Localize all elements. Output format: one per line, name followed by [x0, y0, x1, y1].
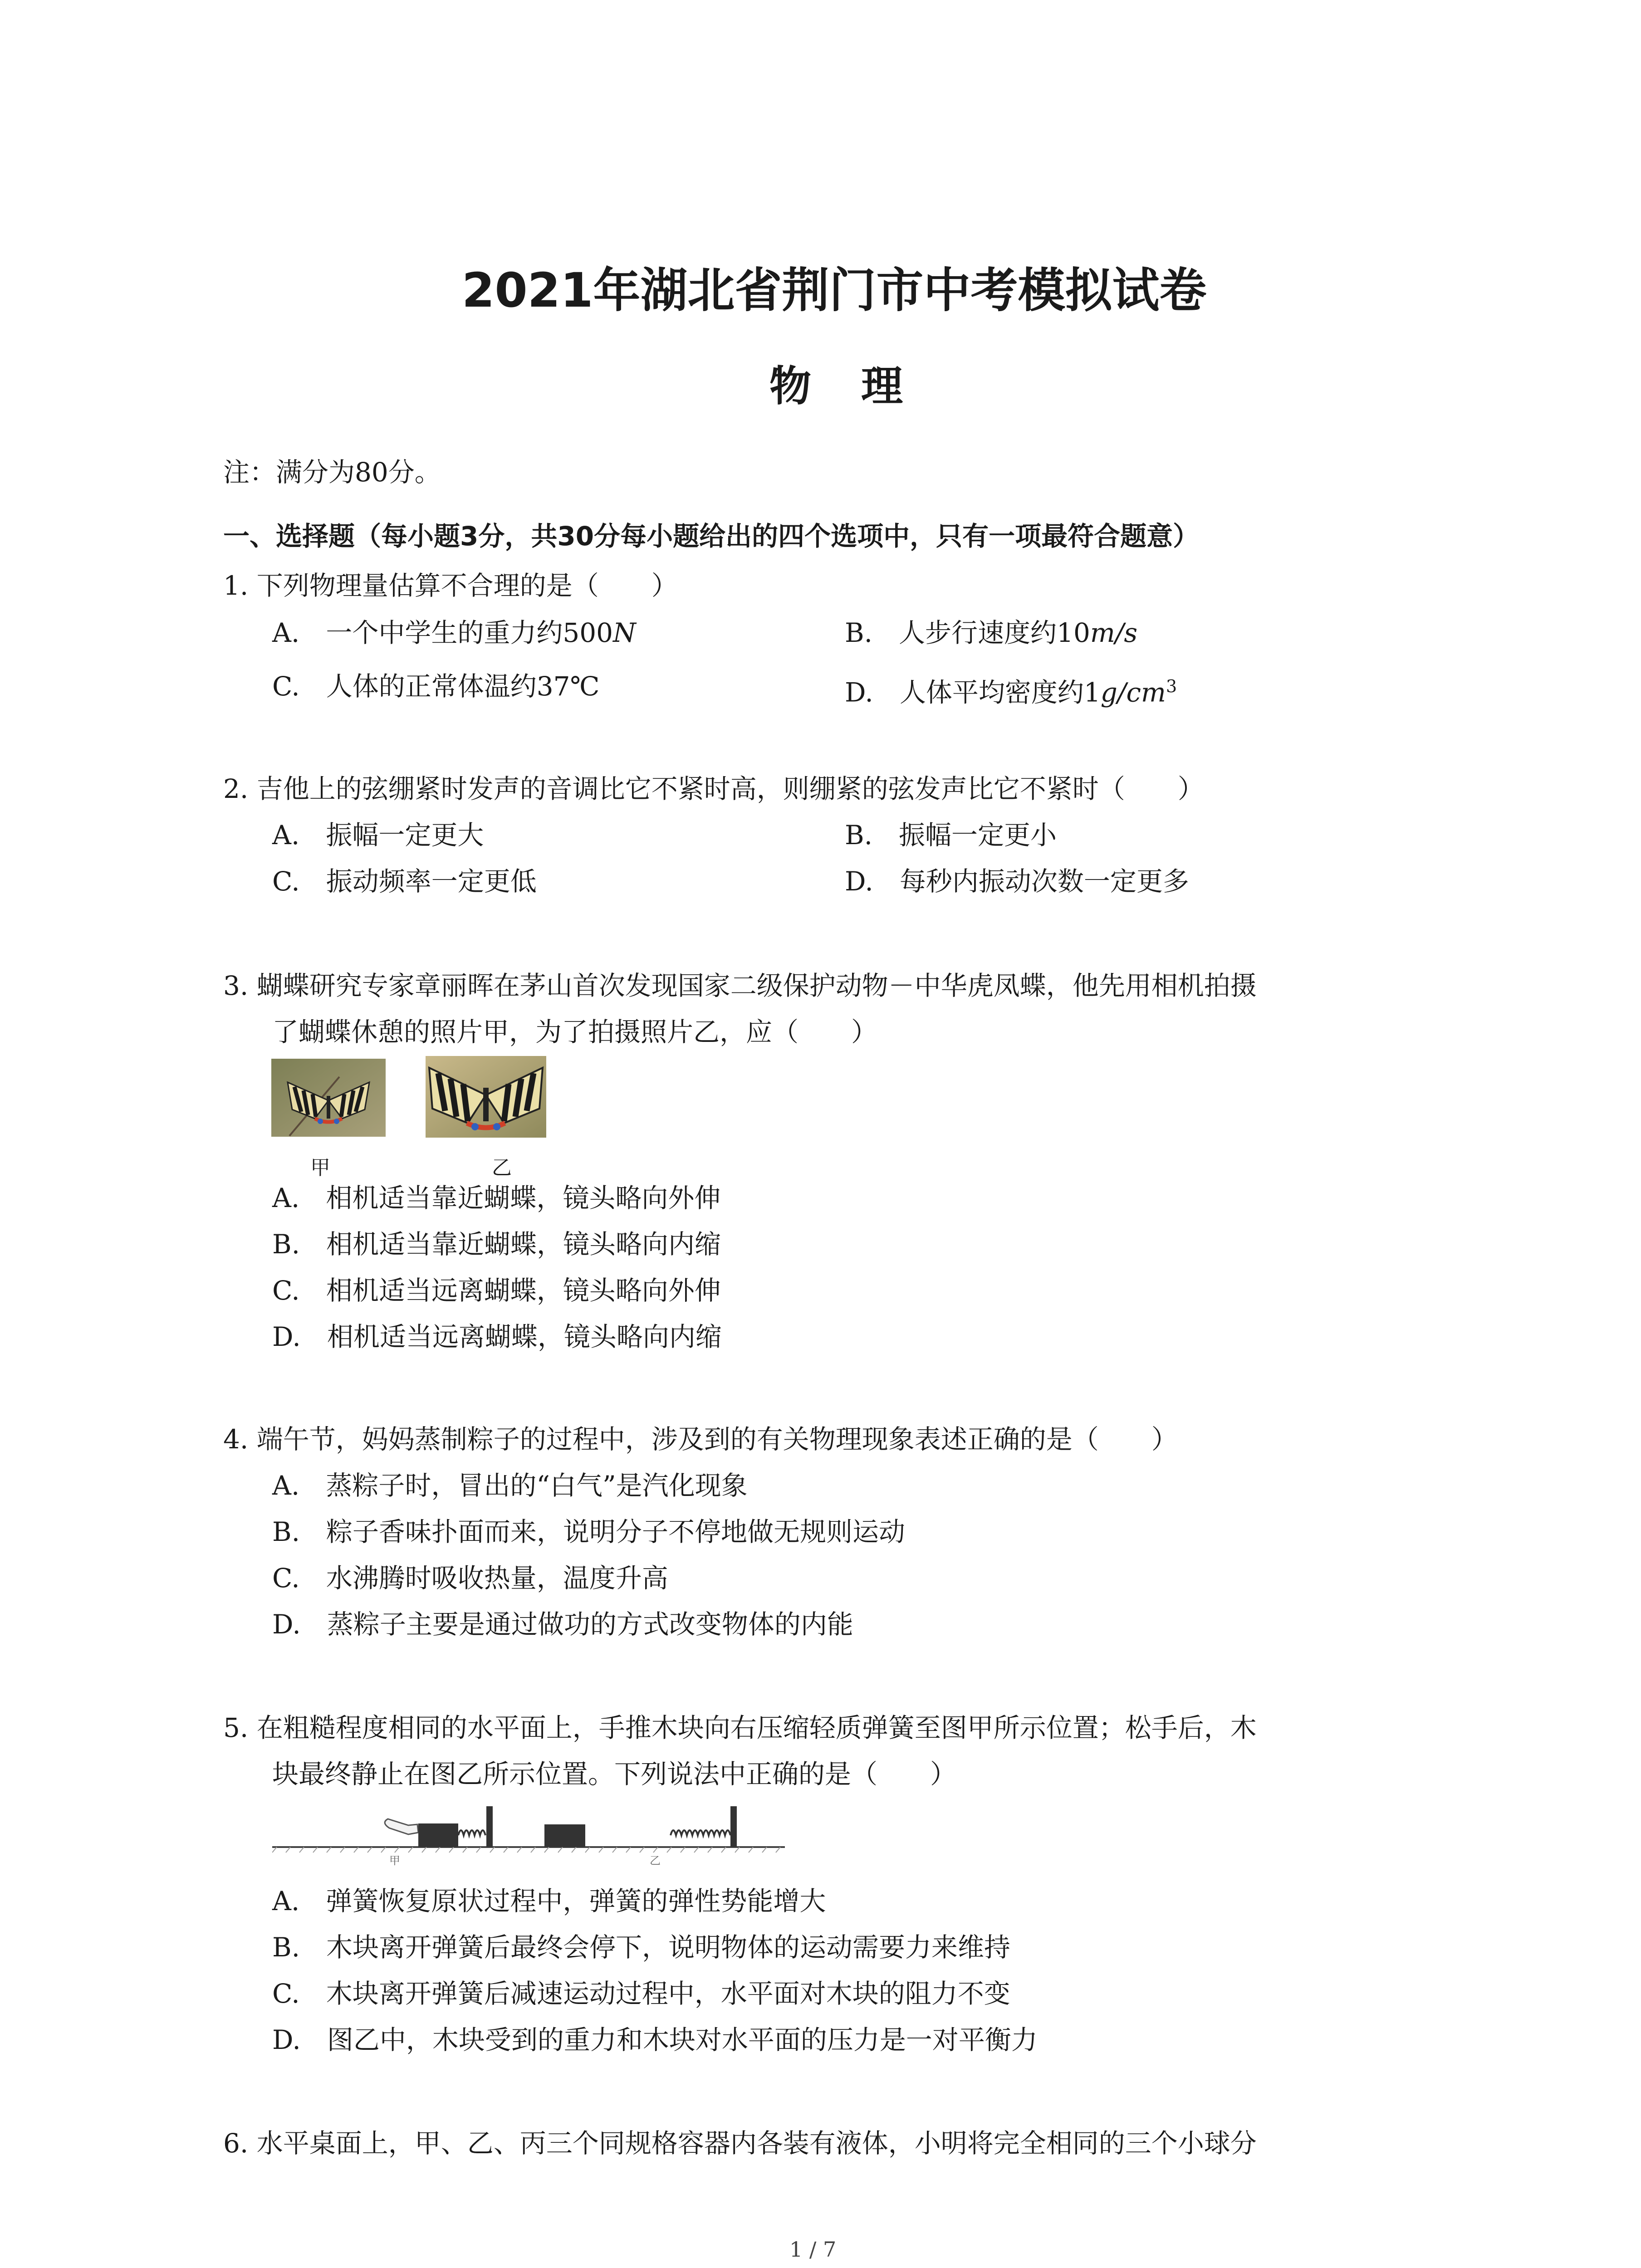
spring-block-figure [272, 1796, 785, 1864]
q5-stem-line2: 块最终静止在图乙所示位置。下列说法中正确的是（ ） [272, 1759, 957, 1789]
q2-option-b: B. 振幅一定更小 [845, 820, 1057, 850]
q3-option-b: B. 相机适当靠近蝴蝶，镜头略向内缩 [272, 1229, 721, 1260]
score-note: 注：满分为80分。 [223, 457, 441, 488]
photo-label-a: 甲 [310, 1156, 330, 1179]
page-number: 1 / 7 [789, 2237, 837, 2262]
photo-label-b: 乙 [492, 1156, 512, 1179]
q3-option-a: A. 相机适当靠近蝴蝶，镜头略向外伸 [272, 1183, 721, 1213]
q5-stem-line1: 5. 在粗糙程度相同的水平面上，手推木块向右压缩轻质弹簧至图甲所示位置；松手后，木 [223, 1712, 1257, 1743]
q4-option-d: D. 蒸粽子主要是通过做功的方式改变物体的内能 [272, 1609, 853, 1640]
q1-option-a: A. 一个中学生的重力约500N [272, 617, 636, 648]
q2-stem: 2. 吉他上的弦绷紧时发声的音调比它不紧时高，则绷紧的弦发声比它不紧时（ ） [223, 773, 1204, 804]
q1-option-c: C. 人体的正常体温约37℃ [272, 671, 600, 702]
q5-option-c: C. 木块离开弹簧后减速运动过程中，水平面对木块的阻力不变 [272, 1978, 1010, 2009]
q3-stem-line1: 3. 蝴蝶研究专家章丽晖在茅山首次发现国家二级保护动物－中华虎凤蝶，他先用相机拍摄 [223, 970, 1257, 1001]
section-header: 一、选择题（每小题3分，共30分每小题给出的四个选项中，只有一项最符合题意） [223, 521, 1200, 552]
butterfly-photo-b [426, 1056, 546, 1138]
fig-label-b: 乙 [650, 1854, 661, 1867]
q5-option-b: B. 木块离开弹簧后最终会停下，说明物体的运动需要力来维持 [272, 1932, 1011, 1963]
q1-stem: 1. 下列物理量估算不合理的是（ ） [223, 570, 678, 601]
butterfly-photo-a [271, 1059, 386, 1137]
subject-title: 物理 [769, 362, 953, 411]
q3-option-c: C. 相机适当远离蝴蝶，镜头略向外伸 [272, 1275, 721, 1306]
q4-option-a: A. 蒸粽子时，冒出的“白气”是汽化现象 [272, 1470, 748, 1501]
q6-stem-line1: 6. 水平桌面上，甲、乙、丙三个同规格容器内各装有液体，小明将完全相同的三个小球分 [223, 2128, 1257, 2159]
q2-option-c: C. 振动频率一定更低 [272, 866, 537, 897]
q4-stem: 4. 端午节，妈妈蒸制粽子的过程中，涉及到的有关物理现象表述正确的是（ ） [223, 1424, 1178, 1455]
exam-title: 2021年湖北省荆门市中考模拟试卷 [462, 263, 1207, 318]
q3-option-d: D. 相机适当远离蝴蝶，镜头略向内缩 [272, 1321, 722, 1352]
q2-option-d: D. 每秒内振动次数一定更多 [845, 866, 1189, 897]
q4-option-c: C. 水沸腾时吸收热量，温度升高 [272, 1563, 668, 1593]
q1-option-b: B. 人步行速度约10m/s [845, 617, 1138, 648]
q2-option-a: A. 振幅一定更大 [272, 820, 484, 850]
q3-stem-line2: 了蝴蝶休憩的照片甲，为了拍摄照片乙，应（ ） [272, 1017, 878, 1047]
q4-option-b: B. 粽子香味扑面而来，说明分子不停地做无规则运动 [272, 1516, 906, 1547]
q1-option-d: D. 人体平均密度约$1g/cm^3$ [845, 676, 1177, 708]
q5-option-d: D. 图乙中，木块受到的重力和木块对水平面的压力是一对平衡力 [272, 2024, 1038, 2055]
fig-label-a: 甲 [389, 1854, 400, 1867]
q5-option-a: A. 弹簧恢复原状过程中，弹簧的弹性势能增大 [272, 1886, 826, 1916]
